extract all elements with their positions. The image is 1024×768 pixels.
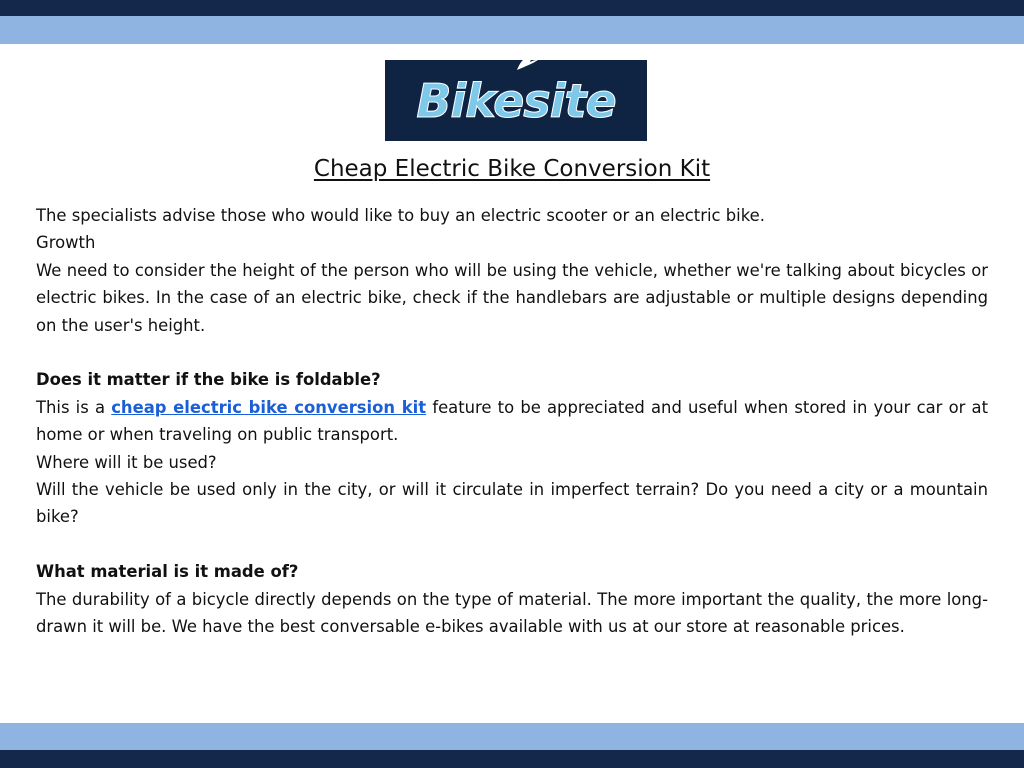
material-text: The durability of a bicycle directly depends on the type of material. The more important the quality, the more long-drawn it will be. We have the best conversable e-bikes available with us at our store at reasonable prices. — [36, 589, 988, 637]
used-label: Where will it be used? — [36, 452, 217, 472]
spacer — [36, 339, 988, 366]
wing-icon — [515, 50, 541, 72]
site-logo[interactable] — [385, 60, 647, 141]
bottom-light-band — [0, 723, 1024, 750]
material-heading: What material is it made of? — [36, 562, 299, 582]
foldable-text-before: This is a — [36, 397, 112, 417]
top-light-band — [0, 16, 1024, 44]
foldable-paragraph — [36, 394, 988, 449]
logo-text: Bikesite — [416, 73, 616, 128]
spacer — [36, 531, 988, 558]
conversion-kit-link[interactable]: cheap electric bike conversion kit — [111, 397, 427, 417]
intro-text: The specialists advise those who would like to buy an electric scooter or an electric bike. — [36, 206, 765, 225]
used-text: Will the vehicle be used only in the city, or will it circulate in imperfect terrain? Do you need a city or a mountain bike? — [36, 480, 988, 527]
growth-label: Growth — [36, 233, 96, 253]
growth-text: We need to consider the height of the person who will be using the vehicle, whether we're talking about bicycles or electric bikes. In the case of an electric bike, check if the handlebars are adjustable or multiple designs depending on the user's height. — [36, 260, 988, 335]
bottom-dark-band — [0, 750, 1024, 768]
article-body — [36, 202, 988, 640]
top-dark-band — [0, 0, 1024, 16]
foldable-text-after: feature to be appreciated and useful when stored in your car or at home or when traveling on public transport. — [36, 397, 988, 445]
page-title: Cheap Electric Bike Conversion Kit — [313, 156, 711, 182]
foldable-heading: Does it matter if the bike is foldable? — [36, 370, 381, 390]
